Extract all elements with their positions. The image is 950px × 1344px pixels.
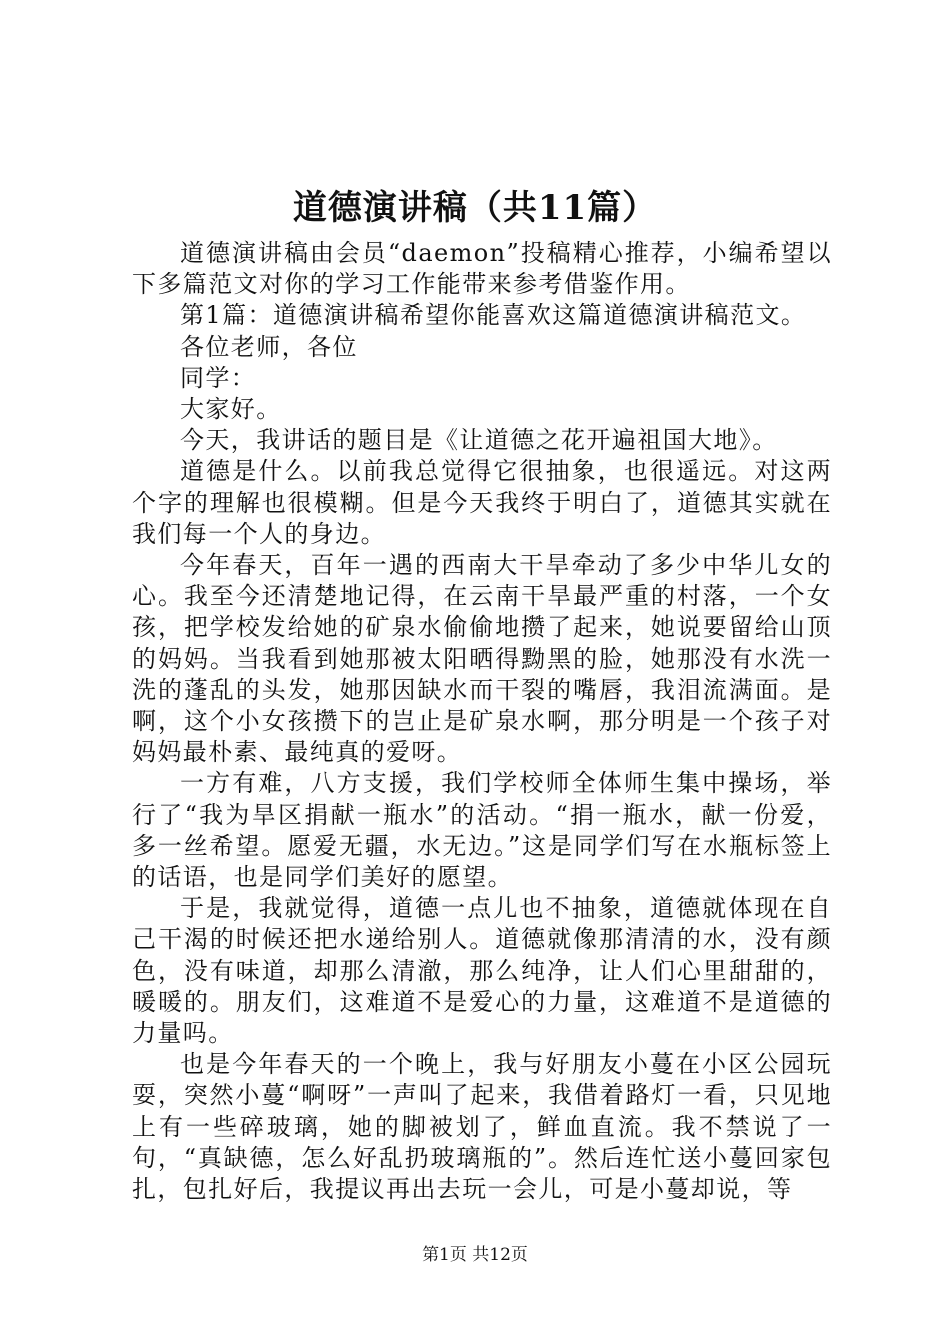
paragraph: 今年春天，百年一遇的西南大干旱牵动了多少中华儿女的心。我至今还清楚地记得，在云南干旱最严重的村落，一个女孩，把学校发给她的矿泉水偷偷地攒了起来，她说要留给山顶的妈妈。当我看到她那被太阳晒得黝黑的脸，她那没有水洗一洗的蓬乱的头发，她那因缺水而干裂的嘴唇，我泪流满面。是啊，这个小女孩攒下的岂止是矿泉水啊，那分明是一个孩子对妈妈最朴素、最纯真的爱呀。 <box>132 551 832 767</box>
paragraph: 今天，我讲话的题目是《让道德之花开遍祖国大地》。 <box>180 426 778 455</box>
paragraph: 同学： <box>180 363 257 392</box>
page-footer: 第1页 共12页 <box>422 1245 528 1265</box>
paragraph: 也是今年春天的一个晚上，我与好朋友小蔓在小区公园玩耍，突然小蔓“啊呀”一声叫了起来，我借着路灯一看，只见地上有一些碎玻璃，她的脚被划了，鲜血直流。我不禁说了一句，“真缺德，怎么好乱扔玻璃瓶的”。然后连忙送小蔓回家包扎，包扎好后，我提议再出去玩一会儿，可是小蔓却说，等 <box>132 1050 832 1204</box>
document-title: 道德演讲稿（共11篇） <box>292 188 658 228</box>
document-body <box>132 238 832 1205</box>
paragraph: 大家好。 <box>180 395 282 424</box>
paragraph: 一方有难，八方支援，我们学校师全体师生集中操场，举行了“我为旱区捐献一瓶水”的活动。“捐一瓶水，献一份爱，多一丝希望。愿爱无疆，水无边。”这是同学们写在水瓶标签上的话语，也是同学们美好的愿望。 <box>132 769 832 892</box>
paragraph: 道德是什么。以前我总觉得它很抽象，也很遥远。对这两个字的理解也很模糊。但是今天我终于明白了，道德其实就在我们每一个人的身边。 <box>132 457 832 548</box>
paragraph: 道德演讲稿由会员“daemon”投稿精心推荐，小编希望以下多篇范文对你的学习工作能带来参考借鉴作用。 <box>132 239 832 299</box>
paragraph: 各位老师，各位 <box>180 332 358 361</box>
paragraph: 第1篇：道德演讲稿希望你能喜欢这篇道德演讲稿范文。 <box>180 301 807 330</box>
paragraph: 于是，我就觉得，道德一点儿也不抽象，道德就体现在自己干渴的时候还把水递给别人。道德就像那清清的水，没有颜色，没有味道，却那么清澈，那么纯净，让人们心里甜甜的，暖暖的。朋友们，这难道不是爱心的力量，这难道不是道德的力量吗。 <box>132 894 832 1048</box>
